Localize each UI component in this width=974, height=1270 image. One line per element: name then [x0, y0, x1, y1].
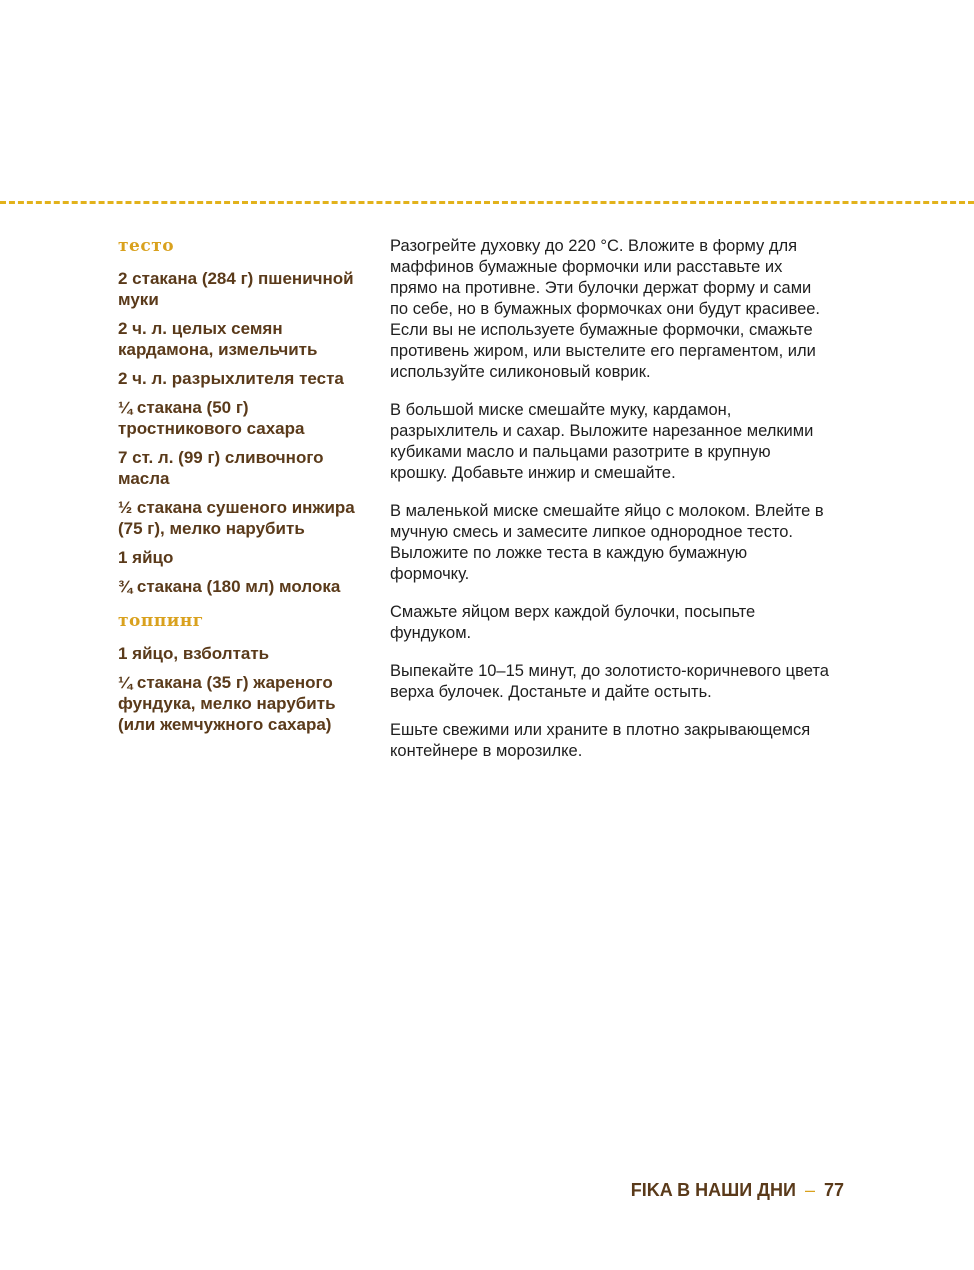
ingredient-item: ½ стакана сушеного инжира (75 г), мелко нарубить — [118, 498, 355, 538]
direction-paragraph: В маленькой миске смешайте яйцо с молоком. Влейте в мучную смесь и замесите липкое однородное тесто. Выложите по ложке теста в каждую бумажную формочку. — [390, 502, 824, 583]
directions-column — [390, 236, 830, 779]
direction-paragraph: Ешьте свежими или храните в плотно закрывающемся контейнере в морозилке. — [390, 721, 811, 760]
ingredient-item: ¼ стакана (35 г) жареного фундука, мелко нарубить (или жемчужного сахара) — [118, 673, 336, 734]
topping-section-title: топпинг — [118, 611, 204, 631]
ingredient-item: ¼ стакана (50 г) тростникового сахара — [118, 398, 305, 438]
ingredient-item: ¾ стакана (180 мл) молока — [118, 577, 341, 596]
page-footer — [631, 1180, 844, 1201]
ingredient-item: 2 ч. л. разрыхлителя теста — [118, 369, 344, 388]
footer-separator: – — [804, 1180, 815, 1200]
ingredient-item: 2 ч. л. целых семян кардамона, измельчить — [118, 319, 318, 359]
ingredient-item: 7 ст. л. (99 г) сливочного масла — [118, 448, 324, 488]
dashed-divider — [0, 201, 974, 204]
book-title: FIKA В НАШИ ДНИ — [630, 1180, 796, 1200]
direction-paragraph: Выпекайте 10–15 минут, до золотисто-коричневого цвета верха булочек. Достаньте и дайте остыть. — [390, 662, 829, 701]
direction-paragraph: Разогрейте духовку до 220 °C. Вложите в форму для маффинов бумажные формочки или расставьте их прямо на противне. Эти булочки держат форму и сами по себе, но в бумажных формочках они будут красивее. Если вы не используете бумажные формочки, смажьте противень жиром, или выстелите его пергаментом, или используйте силиконовый коврик. — [390, 237, 821, 381]
page-number: 77 — [823, 1180, 844, 1200]
direction-paragraph: Смажьте яйцом верх каждой булочки, посыпьте фундуком. — [390, 603, 756, 642]
dough-section-title: тесто — [118, 236, 175, 256]
ingredient-item: 2 стакана (284 г) пшеничной муки — [118, 269, 354, 309]
direction-paragraph: В большой миске смешайте муку, кардамон, разрыхлитель и сахар. Выложите нарезанное мелкими кубиками масло и пальцами разотрите в крупную крошку. Добавьте инжир и смешайте. — [390, 401, 814, 482]
ingredient-item: 1 яйцо, взболтать — [118, 644, 270, 663]
ingredient-item: 1 яйцо — [118, 548, 174, 567]
ingredients-column — [118, 236, 373, 743]
